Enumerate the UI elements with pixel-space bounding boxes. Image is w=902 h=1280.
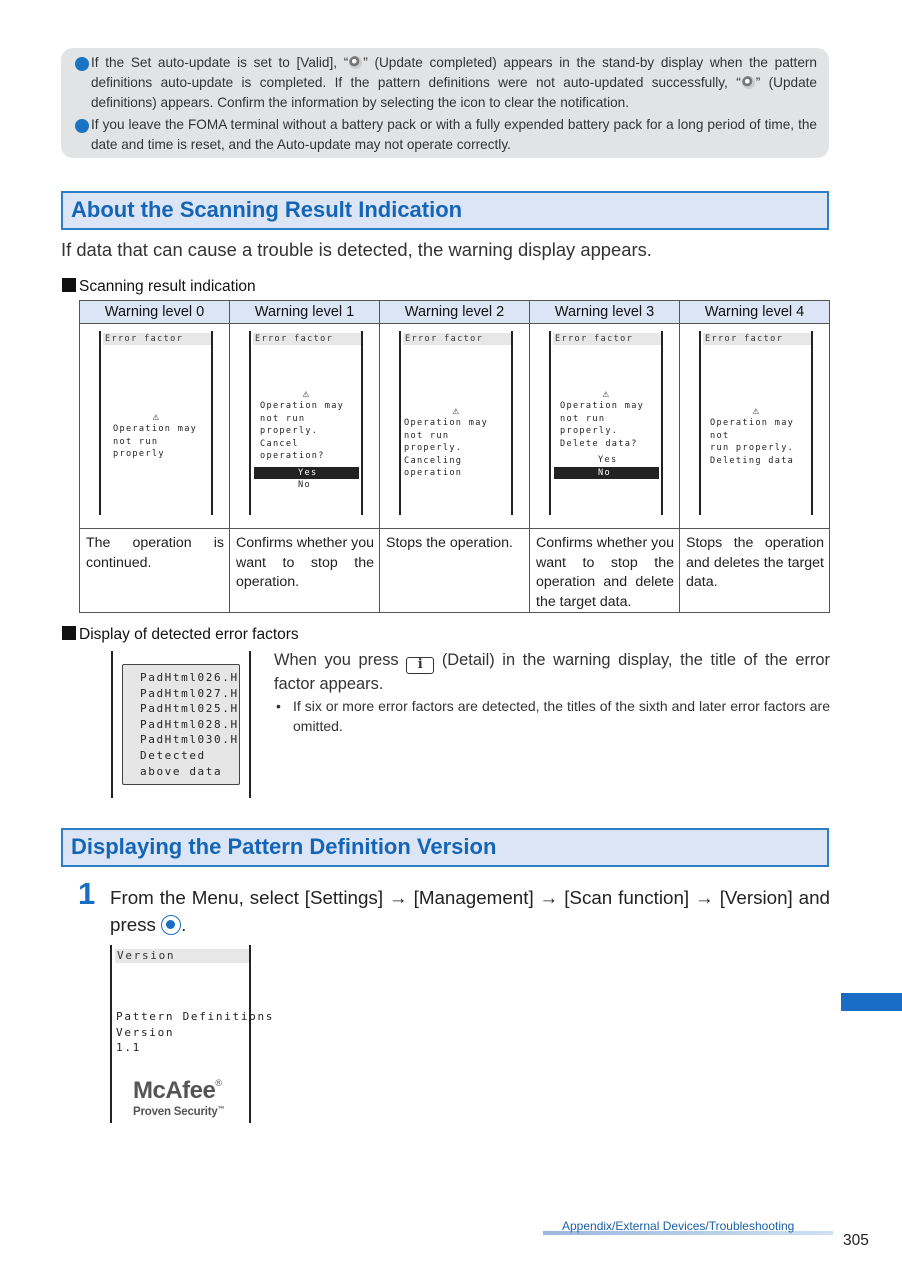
screen-line: Deleting data: [710, 455, 795, 466]
section-heading-pattern-version: Displaying the Pattern Definition Version: [61, 828, 829, 867]
mcafee-logo: McAfee® Proven Security™: [133, 1077, 225, 1118]
square-bullet-icon: [62, 626, 76, 640]
screen-line: Operation may: [260, 401, 345, 411]
screen-body: [704, 405, 809, 467]
description-level-3: Confirms whether you want to stop the operation and delete the target data.: [530, 529, 680, 613]
version-screen: [110, 945, 275, 1123]
step-instruction: From the Menu, select [Settings] → [Management] → [Scan function] → [Version] and press .: [110, 887, 830, 935]
screen-line: Version: [116, 1025, 175, 1039]
description-level-0: The operation is continued.: [80, 529, 230, 613]
screen-line: Operation may not: [710, 418, 795, 441]
option-no[interactable]: No: [298, 480, 311, 490]
phone-screen: [99, 331, 213, 515]
screen-line: not run properly.: [404, 430, 463, 453]
option-yes[interactable]: Yes: [254, 467, 359, 480]
detail-bullet-note: • If six or more error factors are detected, the titles of the sixth and later error factors are omitted.: [276, 698, 830, 734]
screen-title: Error factor: [703, 333, 811, 345]
screen-line: not run properly: [113, 436, 165, 459]
list-item: PadHtml026.H: [140, 671, 239, 684]
bullet-dot-icon: •: [276, 698, 281, 714]
error-factor-list: [122, 664, 240, 785]
screen-body: [104, 411, 209, 461]
bullet-dot-icon: [75, 57, 89, 71]
update-completed-icon: [349, 56, 362, 69]
list-item: PadHtml027.H: [140, 686, 239, 700]
table-label: Scanning result indication: [62, 278, 256, 296]
warning-icon: ⚠: [152, 410, 161, 423]
list-item: PadHtml028.H: [140, 717, 239, 731]
screen-line: Operation may: [404, 418, 489, 428]
page-number: 305: [843, 1232, 869, 1249]
header-level-0: Warning level 0: [80, 301, 230, 324]
description-row: [80, 529, 830, 613]
screen-line: Canceling operation: [404, 455, 463, 478]
chapter-side-tab: [841, 993, 902, 1011]
header-level-3: Warning level 3: [530, 301, 680, 324]
header-level-1: Warning level 1: [230, 301, 380, 324]
section-lead: If data that can cause a trouble is detected, the warning display appears.: [61, 239, 652, 260]
screen-line: Pattern Definitions: [116, 1010, 275, 1023]
detail-key-icon: i: [406, 657, 434, 674]
header-level-4: Warning level 4: [680, 301, 830, 324]
screen-line: Operation may: [113, 424, 198, 434]
screen-cell-level-3: [530, 324, 680, 529]
error-factor-screen: [111, 651, 251, 798]
screen-cell-level-0: [80, 324, 230, 529]
description-level-2: Stops the operation.: [380, 529, 530, 613]
screen-line: run properly.: [710, 443, 795, 453]
square-bullet-icon: [62, 278, 76, 292]
screen-body: [404, 405, 509, 480]
phone-screen: [699, 331, 813, 515]
warning-icon: ⚠: [602, 387, 611, 400]
screen-body: [116, 1009, 274, 1056]
step-number: 1: [78, 876, 96, 911]
option-no[interactable]: No: [554, 467, 659, 480]
screen-title: Error factor: [553, 333, 661, 345]
notes-box: [61, 48, 829, 158]
screen-body: [554, 388, 659, 479]
screen-body: [254, 388, 359, 492]
warning-icon: ⚠: [752, 404, 761, 417]
screen-line: not run properly.: [560, 413, 619, 436]
warning-icon: ⚠: [452, 404, 461, 417]
warning-icon: ⚠: [302, 387, 311, 400]
description-level-1: Confirms whether you want to stop the operation.: [230, 529, 380, 613]
note-item: If the Set auto-update is set to [Valid], “ ” (Update completed) appears in the stand-by display when the pattern definitions auto-update is completed. If the pattern definitions were not auto-updated successfully, “ ” (Update definitions) appears. Confirm the information by selecting the icon to clear the notification.: [75, 53, 817, 113]
detail-instruction: When you press i (Detail) in the warning display, the title of the error factor appears.: [274, 651, 830, 693]
screen-title: Error factor: [253, 333, 361, 345]
description-level-4: Stops the operation and deletes the target data.: [680, 529, 830, 613]
bullet-dot-icon: [75, 119, 89, 133]
screen-cell-level-1: [230, 324, 380, 529]
screen-line: not run properly.: [260, 413, 319, 436]
screen-row: [80, 324, 830, 529]
screen-title: Version: [115, 949, 249, 963]
screen-line: Operation may: [560, 401, 645, 411]
header-level-2: Warning level 2: [380, 301, 530, 324]
list-item: above data: [140, 764, 223, 778]
warning-levels-table: [79, 300, 830, 613]
screen-title: Error factor: [403, 333, 511, 345]
screen-cell-level-4: [680, 324, 830, 529]
note-item: If you leave the FOMA terminal without a battery pack or with a fully expended battery pack for a long period of time, the date and time is reset, and the Auto-update may not operate correctly.: [75, 115, 817, 155]
update-definitions-icon: [742, 76, 755, 89]
screen-line: Delete data?: [560, 438, 638, 449]
phone-screen: [549, 331, 663, 515]
error-factors-label: Display of detected error factors: [62, 626, 299, 644]
phone-screen: [399, 331, 513, 515]
table-header-row: [80, 301, 830, 324]
list-item: PadHtml030.H: [140, 733, 239, 747]
list-item: Detected: [140, 748, 206, 762]
center-key-icon: [161, 915, 181, 935]
screen-line: 1.1: [116, 1041, 141, 1055]
footer-breadcrumb: Appendix/External Devices/Troubleshooting: [562, 1219, 795, 1233]
screen-line: Cancel operation?: [260, 438, 325, 461]
phone-screen: [249, 331, 363, 515]
list-item: PadHtml025.H: [140, 702, 239, 716]
screen-cell-level-2: [380, 324, 530, 529]
section-heading-scanning-result: About the Scanning Result Indication: [61, 191, 829, 230]
option-yes[interactable]: Yes: [598, 455, 618, 465]
screen-title: Error factor: [103, 333, 211, 345]
